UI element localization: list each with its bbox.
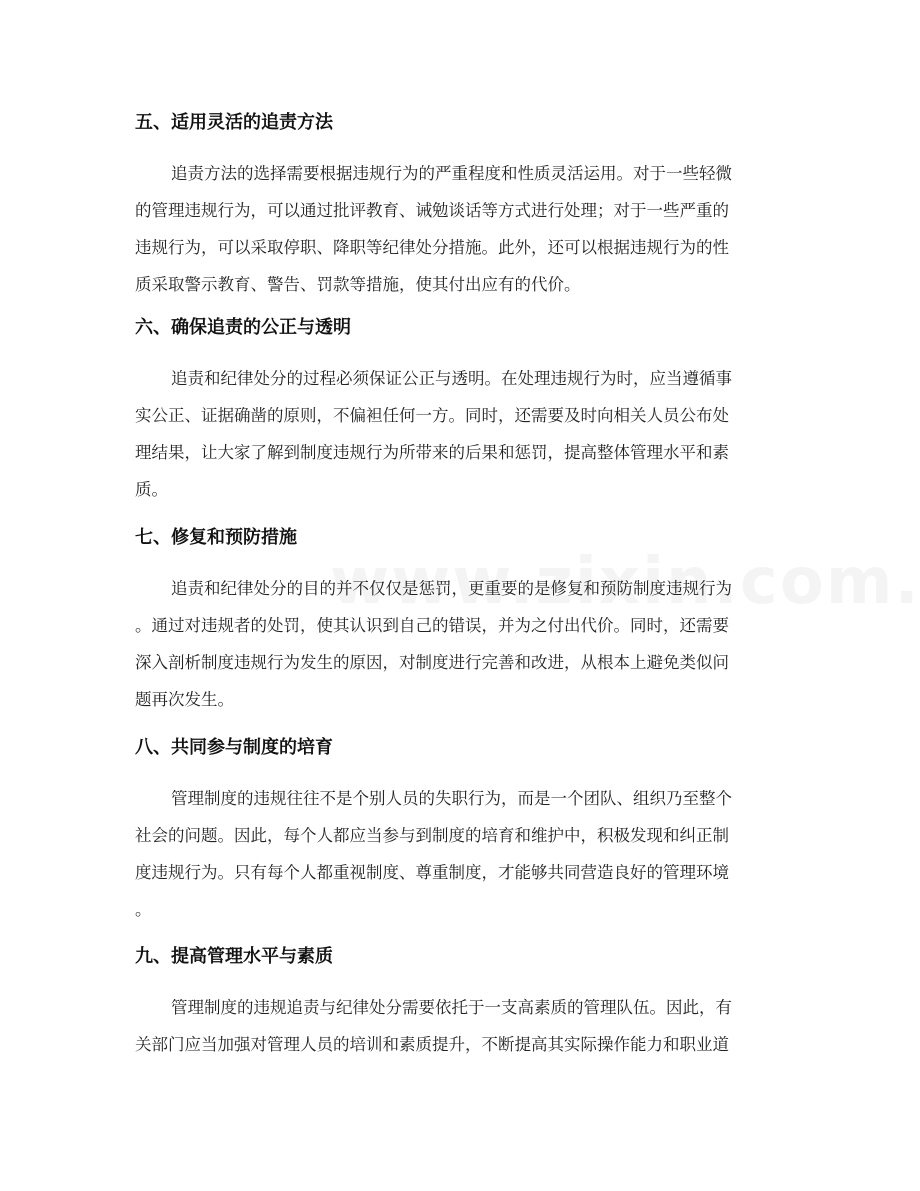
paragraph-line: 管理制度的违规追责与纪律处分需要依托于一支高素质的管理队伍。因此，有	[171, 998, 732, 1017]
paragraph-line: 实公正、证据确凿的原则，不偏袒任何一方。同时，还需要及时向相关人员公布处	[135, 406, 729, 425]
section-heading: 五、适用灵活的追责方法	[135, 112, 333, 133]
paragraph-line: 度违规行为。只有每个人都重视制度、尊重制度，才能够共同营造良好的管理环境	[135, 863, 729, 882]
paragraph-line: 关部门应当加强对管理人员的培训和素质提升，不断提高其实际操作能力和职业道	[135, 1035, 729, 1054]
section-heading: 七、修复和预防措施	[135, 527, 297, 548]
section-heading: 六、确保追责的公正与透明	[135, 317, 351, 338]
section-paragraph	[135, 780, 787, 928]
paragraph-line: 违规行为，可以采取停职、降职等纪律处分措施。此外，还可以根据违规行为的性	[135, 238, 729, 257]
paragraph-line: 追责和纪律处分的目的并不仅仅是惩罚，更重要的是修复和预防制度违规行为	[171, 579, 732, 598]
section-5	[135, 111, 787, 303]
section-heading: 九、提高管理水平与素质	[135, 946, 333, 967]
paragraph-line: 管理制度的违规往往不是个别人员的失职行为，而是一个团队、组织乃至整个	[171, 789, 732, 808]
paragraph-line: 理结果，让大家了解到制度违规行为所带来的后果和惩罚，提高整体管理水平和素	[135, 443, 729, 462]
paragraph-line: 。	[135, 900, 152, 919]
paragraph-line: 。通过对违规者的处罚，使其认识到自己的错误，并为之付出代价。同时，还需要	[135, 616, 729, 635]
section-heading: 八、共同参与制度的培育	[135, 737, 333, 758]
paragraph-line: 质采取警示教育、警告、罚款等措施，使其付出应有的代价。	[135, 275, 581, 294]
paragraph-line: 追责方法的选择需要根据违规行为的严重程度和性质灵活运用。对于一些轻微	[171, 164, 732, 183]
section-paragraph	[135, 570, 787, 718]
section-9	[135, 945, 787, 1063]
section-7	[135, 526, 787, 718]
paragraph-line: 追责和纪律处分的过程必须保证公正与透明。在处理违规行为时，应当遵循事	[171, 369, 732, 388]
paragraph-line: 题再次发生。	[135, 690, 234, 709]
section-paragraph	[135, 155, 787, 303]
paragraph-line: 质。	[135, 480, 168, 499]
section-8	[135, 736, 787, 928]
paragraph-line: 社会的问题。因此，每个人都应当参与到制度的培育和维护中，积极发现和纠正制	[135, 826, 729, 845]
section-paragraph	[135, 360, 787, 508]
paragraph-line: 深入剖析制度违规行为发生的原因，对制度进行完善和改进，从根本上避免类似问	[135, 653, 729, 672]
section-paragraph	[135, 989, 787, 1063]
paragraph-line: 的管理违规行为，可以通过批评教育、诫勉谈话等方式进行处理；对于一些严重的	[135, 201, 729, 220]
section-6	[135, 316, 787, 508]
